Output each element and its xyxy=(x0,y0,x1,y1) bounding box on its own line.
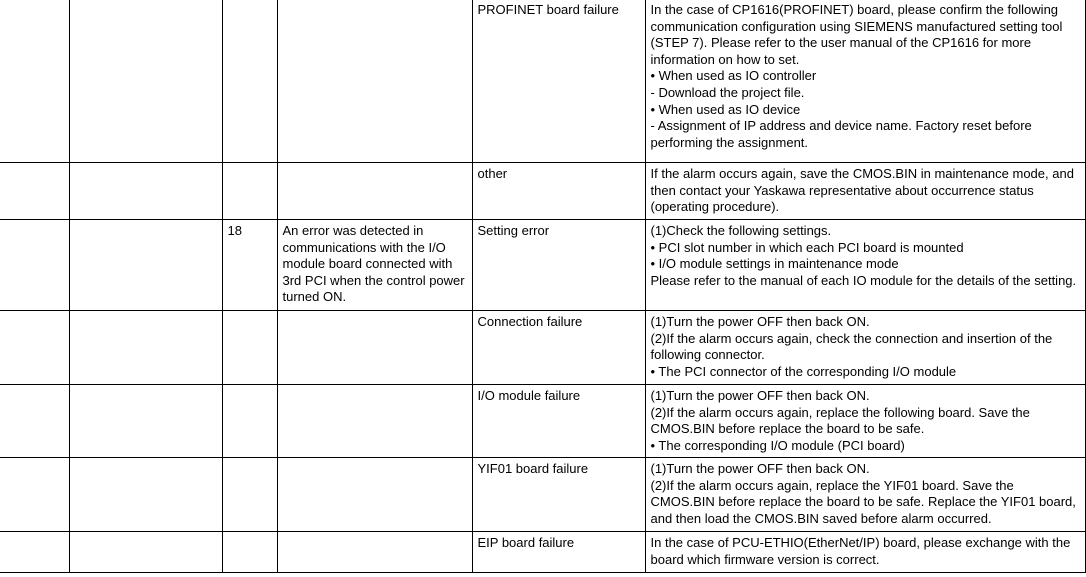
alarm-code-cell xyxy=(0,220,69,311)
content-cell xyxy=(277,311,472,385)
alarm-name-cell xyxy=(69,532,222,573)
sub-code-cell xyxy=(222,532,277,573)
remedy-line: • PCI slot number in which each PCI board is mounted xyxy=(650,239,964,255)
remedy-cell xyxy=(645,385,1085,458)
table-row xyxy=(0,163,1085,220)
remedy-cell xyxy=(645,163,1085,220)
remedy-line: (1)Check the following settings. xyxy=(650,223,832,238)
cause-cell: EIP board failure xyxy=(472,532,645,573)
content-cell xyxy=(277,0,472,163)
remedy-line: (2)If the alarm occurs again, check the connection and insertion of the following connector. xyxy=(650,330,1053,363)
alarm-name-cell xyxy=(69,385,222,458)
remedy-line: (1)Turn the power OFF then back ON. xyxy=(650,461,870,476)
remedy-cell xyxy=(645,458,1085,532)
table-row xyxy=(0,385,1085,458)
content-cell: An error was detected in communications with the I/O module board connected with 3rd PCI when the control power turned ON. xyxy=(277,220,472,311)
cause-cell: YIF01 board failure xyxy=(472,458,645,532)
sub-code-cell xyxy=(222,0,277,163)
remedy-line: • The corresponding I/O module (PCI board) xyxy=(650,437,905,453)
table-row xyxy=(0,0,1085,163)
cause-cell: I/O module failure xyxy=(472,385,645,458)
remedy-line: (2)If the alarm occurs again, replace the following board. Save the CMOS.BIN before replace the board to be safe. xyxy=(650,404,1030,437)
sub-code-cell xyxy=(222,311,277,385)
alarm-code-cell xyxy=(0,0,69,163)
content-cell xyxy=(277,458,472,532)
content-cell xyxy=(277,532,472,573)
content-cell xyxy=(277,163,472,220)
remedy-cell xyxy=(645,220,1085,311)
alarm-name-cell xyxy=(69,458,222,532)
cause-cell: Setting error xyxy=(472,220,645,311)
remedy-line: • I/O module settings in maintenance mode xyxy=(650,256,899,272)
cause-cell: other xyxy=(472,163,645,220)
remedy-line: • The PCI connector of the corresponding I/O module xyxy=(650,363,957,379)
remedy-line: In the case of CP1616(PROFINET) board, please confirm the following communication configuration using SIEMENS manufactured setting tool (STEP 7). Please refer to the user manual of the CP1616 for more information on how to set. xyxy=(650,2,1063,67)
remedy-cell xyxy=(645,0,1085,163)
remedy-cell xyxy=(645,311,1085,385)
alarm-code-cell xyxy=(0,532,69,573)
remedy-line: - Assignment of IP address and device name. Factory reset before performing the assignment. xyxy=(650,118,1032,150)
remedy-line: Please refer to the manual of each IO module for the details of the setting. xyxy=(650,272,1077,288)
alarm-name-cell xyxy=(69,311,222,385)
remedy-line: (1)Turn the power OFF then back ON. xyxy=(650,388,870,403)
remedy-line: If the alarm occurs again, save the CMOS.BIN in maintenance mode, and then contact your Yaskawa representative about occurrence status (operating procedure). xyxy=(650,166,1074,215)
sub-code-cell xyxy=(222,163,277,220)
alarm-code-cell xyxy=(0,163,69,220)
content-cell xyxy=(277,385,472,458)
remedy-line: (2)If the alarm occurs again, replace the YIF01 board. Save the CMOS.BIN before replace the board to be safe. Replace the YIF01 board, and then load the CMOS.BIN saved before alarm occurred. xyxy=(650,477,1076,526)
table-row xyxy=(0,311,1085,385)
remedy-cell xyxy=(645,532,1085,573)
table-row xyxy=(0,220,1085,311)
remedy-line: In the case of PCU-ETHIO(EtherNet/IP) board, please exchange with the board which firmware version is correct. xyxy=(650,535,1071,567)
alarm-code-cell xyxy=(0,311,69,385)
sub-code-cell xyxy=(222,458,277,532)
sub-code-cell: 18 xyxy=(222,220,277,311)
remedy-line: (1)Turn the power OFF then back ON. xyxy=(650,314,870,329)
remedy-line: • When used as IO device xyxy=(650,101,801,117)
alarm-code-cell xyxy=(0,458,69,532)
table-row xyxy=(0,532,1085,573)
alarm-name-cell xyxy=(69,0,222,163)
cause-cell: Connection failure xyxy=(472,311,645,385)
alarm-name-cell xyxy=(69,220,222,311)
remedy-line: • When used as IO controller xyxy=(650,68,817,84)
alarm-name-cell xyxy=(69,163,222,220)
cause-cell: PROFINET board failure xyxy=(472,0,645,163)
sub-code-cell xyxy=(222,385,277,458)
alarm-code-cell xyxy=(0,385,69,458)
remedy-line: - Download the project file. xyxy=(650,84,805,100)
table-row xyxy=(0,458,1085,532)
